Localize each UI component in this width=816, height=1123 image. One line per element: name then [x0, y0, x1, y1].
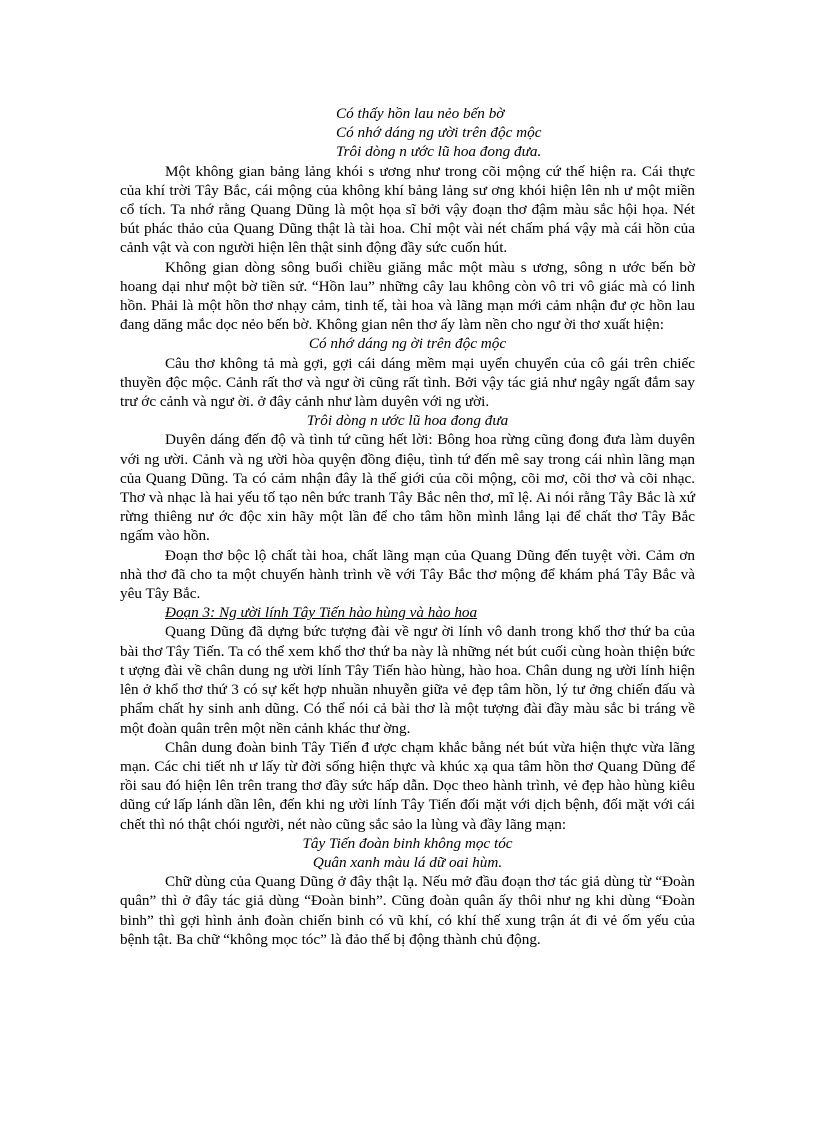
poem-line: Có thấy hồn lau nẻo bến bờ [336, 105, 505, 122]
poem-line: Quân xanh màu lá dữ oai hùm. [312, 853, 503, 871]
poem-line: Có nhớ dáng ng ười trên độc mộc [336, 124, 542, 142]
poem-line: Tây Tiến đoàn binh không mọc tóc [302, 834, 513, 852]
document-body [120, 104, 695, 949]
paragraph: Chân dung đoàn binh Tây Tiến đ ược chạm khắc bằng nét bút vừa hiện thực vừa lãng mạn. Các chi tiết nh ư lấy từ đời sống hiện thực và khúc xạ qua tâm hồn thơ Quang Dũng để rồi sau đó hiện lên trên trang thơ đầy sức hấp dẫn. Dọc theo hành trình, vẻ đẹp hào hùng kiêu dũng cứ lấp lánh dần lên, đến khi ng ười lính Tây Tiến đối mặt với dịch bệnh, đối mặt với cái chết thì nó thật chói người, nét nào cũng sắc sảo la lùng và đầy lãng mạn: [120, 738, 695, 833]
paragraph: Một không gian bảng lảng khói s ương như trong cõi mộng cứ thế hiện ra. Cái thực của khí trời Tây Bắc, cái mộng của không khí bảng lảng sư ơng khói hiện lên nh ư một miền cổ tích. Ta nhớ rằng Quang Dũng là một họa sĩ bởi vậy đoạn thơ đậm màu sắc hội họa. Nét bút phác thảo của Quang Dũng thật là tài hoa. Chỉ một vài nét chấm phá vậy mà cái hồn của cảnh vật và con người hiện lên thật sinh động đầy sức cuốn hút. [120, 162, 695, 257]
poem-line: Trôi dòng n ước lũ hoa đong đưa. [336, 143, 542, 161]
paragraph: Câu thơ không tả mà gợi, gợi cái dáng mềm mại uyển chuyển của cô gái trên chiếc thuyền độc mộc. Cảnh rất thơ và ngư ời cũng rất tình. Bởi vậy tác giả như ngây ngất đắm say trư ớc cảnh và ngư ời. ở đây cảnh như làm duyên với ng ười. [120, 354, 695, 411]
paragraph: Đoạn thơ bộc lộ chất tài hoa, chất lãng mạn của Quang Dũng đến tuyệt vời. Cảm ơn nhà thơ đã cho ta một chuyến hành trình về với Tây Bắc thơ mộng để khám phá Tây Bắc và yêu Tây Bắc. [120, 546, 695, 603]
section-heading: Đoạn 3: Ng ười lính Tây Tiến hào hùng và hào hoa [165, 604, 478, 622]
paragraph: Chữ dùng của Quang Dũng ở đây thật lạ. Nếu mở đầu đoạn thơ tác giả dùng từ “Đoàn quân” thì ở đây tác giả dùng “Đoàn binh”. Cũng đoàn quân ấy thôi như ng khi dùng “Đoàn binh” thì gợi hình ảnh đoàn chiến binh có vũ khí, có khí thế xung trận át đi vẻ ốm yếu của bệnh tật. Ba chữ “không mọc tóc” là đảo thế bị động thành chủ động. [120, 873, 695, 948]
paragraph: Quang Dũng đã dựng bức tượng đài về ngư ời lính vô danh trong khổ thơ thứ ba của bài thơ Tây Tiến. Ta có thể xem khổ thơ thứ ba này là những nét bút cuối cùng hoàn thiện bức t ượng đài về chân dung ng ười lính Tây Tiến hào hùng, hào hoa. Chân dung ng ười lính hiện lên ở khổ thơ thứ 3 có sự kết hợp nhuần nhuyễn giữa vẻ đẹp tâm hồn, lý tư ởng chiến đấu và phẩm chất hy sinh anh dũng. Có thể nói cả bài thơ là một tượng đài đầy màu sắc bi tráng về một đoàn quân trên một nền cảnh khác thư ờng. [120, 623, 695, 737]
quoted-verse: Có nhớ dáng ng ời trên độc mộc [308, 335, 507, 353]
paragraph: Không gian dòng sông buổi chiều giăng mắc một màu s ương, sông n ước bến bờ hoang dại như một bờ tiền sử. “Hồn lau” những cây lau không còn vô tri vô giác mà có linh hồn. Phải là một hồn thơ nhạy cảm, tinh tế, tài hoa và lãng mạn mới cảm nhận đư ợc hồn lau đang dăng mắc dọc nẻo bến bờ. Không gian nên thơ ấy làm nền cho ngư ời thơ xuất hiện: [120, 258, 695, 334]
quoted-verse: Trôi dòng n ước lũ hoa đong đưa [306, 412, 509, 430]
paragraph: Duyên dáng đến độ và tình tứ cũng hết lời: Bông hoa rừng cũng đong đưa làm duyên với ng ười. Cảnh và ng ười hòa quyện đồng điệu, tình tứ đến mê say trong cái nhìn lãng mạn của Quang Dũng. Ta có cảm nhận đây là thế giới của cõi mộng, cõi mơ, cõi thơ và cõi nhạc. Thơ và nhạc là hai yếu tố tạo nên bức tranh Tây Bắc nên thơ, mĩ lệ. Ai nói rằng Tây Bắc là xứ rừng thiêng nư ớc độc xin hãy một lần để cho tâm hồn mình lắng lại để chất thơ Tây Bắc ngấm vào hồn. [120, 431, 695, 545]
